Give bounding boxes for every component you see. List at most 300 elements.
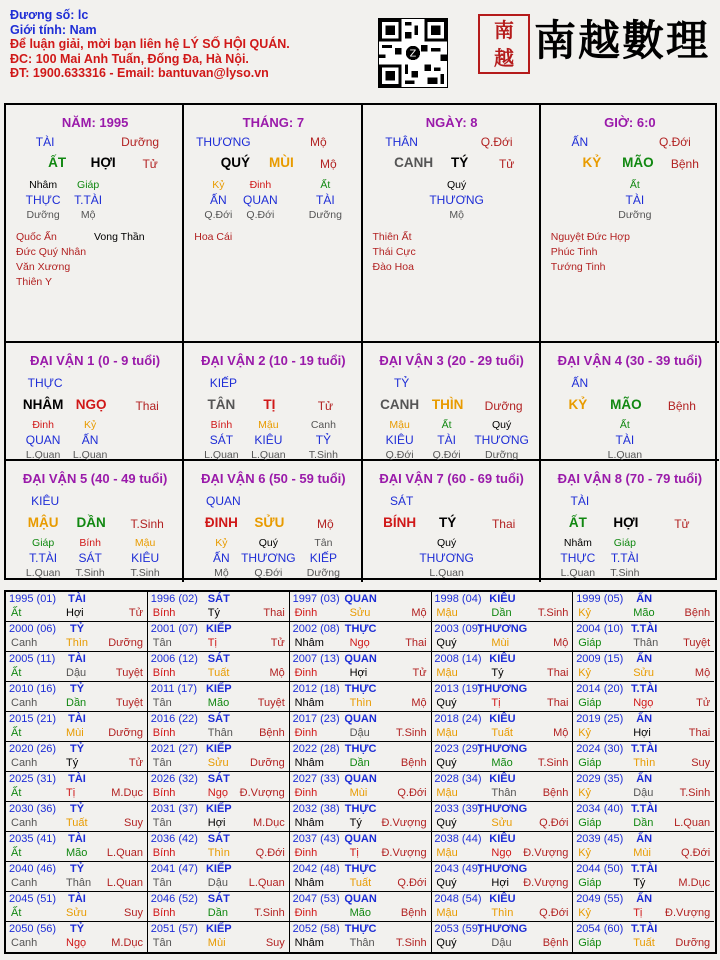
hidden-god: T.TÀI xyxy=(74,193,103,207)
year-god: TỶ xyxy=(69,623,85,635)
dai-van-title: ĐẠI VẬN 5 (40 - 49 tuổi) xyxy=(22,471,168,486)
ten-god: THÂN xyxy=(385,135,418,149)
year-god: THỰC xyxy=(344,683,377,695)
hidden-stem: Giáp xyxy=(77,179,100,191)
year-label: 2030 (36) xyxy=(9,803,57,815)
year-cell xyxy=(431,862,573,892)
year-stage: Đ.Vượng xyxy=(523,847,569,859)
ten-god: ẤN xyxy=(571,135,589,149)
ten-god: KIÊU xyxy=(31,494,60,508)
year-branch: Mão xyxy=(491,757,513,769)
heavenly-stem: CANH xyxy=(380,397,420,412)
year-stage: T.Sinh xyxy=(396,727,427,739)
year-god: TỶ xyxy=(69,923,85,935)
year-god: KIẾP xyxy=(205,683,232,695)
year-branch: Tuất xyxy=(491,727,513,739)
ten-god: TỶ xyxy=(393,376,410,390)
year-label: 2020 (26) xyxy=(9,743,57,755)
year-label: 2027 (33) xyxy=(292,773,340,785)
year-stage: Tử xyxy=(270,637,285,649)
year-branch: Sửu xyxy=(349,607,371,619)
year-cell xyxy=(290,712,432,742)
earthly-branch: HỢI xyxy=(90,155,116,170)
year-stage: Đ.Vượng xyxy=(665,907,711,919)
year-label: 2013 (19) xyxy=(434,683,482,695)
year-branch: Sửu xyxy=(66,907,87,919)
year-cell xyxy=(431,772,573,802)
hidden-life: Dưỡng xyxy=(308,209,342,221)
heavenly-stem: QUÝ xyxy=(220,155,251,170)
year-label: 2018 (24) xyxy=(434,713,482,725)
year-stem: Bính xyxy=(152,727,176,739)
year-label: 2053 (59) xyxy=(434,923,482,935)
dai-van-3 xyxy=(363,343,541,461)
dai-van-7 xyxy=(363,461,541,582)
year-cell xyxy=(6,742,148,772)
year-stem: Đinh xyxy=(294,787,318,799)
year-god: T.TÀI xyxy=(631,683,658,695)
year-stem: Đinh xyxy=(294,727,318,739)
hidden-god: TÀI xyxy=(615,433,635,447)
year-stage: Tử xyxy=(412,667,427,679)
year-branch: Mão xyxy=(633,607,655,619)
year-label: 2038 (44) xyxy=(434,833,482,845)
year-cell xyxy=(290,742,432,772)
branch-stage: Thai xyxy=(135,399,159,413)
year-cell xyxy=(6,652,148,682)
heavenly-stem: ĐINH xyxy=(204,515,238,530)
year-stage: L.Quan xyxy=(248,877,285,889)
year-stage: Thai xyxy=(405,637,427,649)
year-label: 2016 (22) xyxy=(150,713,198,725)
year-stage: Mộ xyxy=(269,667,285,679)
earthly-branch: SỬU xyxy=(254,515,285,530)
star-item: Tướng Tinh xyxy=(550,261,606,273)
earthly-branch: TÝ xyxy=(450,155,469,170)
year-god: KIÊU xyxy=(489,893,516,905)
year-stage: Q.Đới xyxy=(539,907,569,919)
year-cell xyxy=(573,622,714,652)
year-label: 2012 (18) xyxy=(292,683,340,695)
year-cell xyxy=(431,622,573,652)
year-stage: Thai xyxy=(546,697,569,709)
year-cell xyxy=(6,862,148,892)
year-branch: Hợi xyxy=(491,877,509,889)
year-stage: T.Sinh xyxy=(396,937,427,949)
year-stem: Giáp xyxy=(578,757,602,769)
year-stem: Quý xyxy=(436,937,457,949)
year-god: KIÊU xyxy=(489,713,516,725)
star-item: Phúc Tinh xyxy=(550,246,598,258)
year-label: 1997 (03) xyxy=(292,593,340,605)
year-label: 2040 (46) xyxy=(9,863,57,875)
year-stage: Tử xyxy=(128,757,143,769)
year-branch: Thân xyxy=(207,727,233,739)
hidden-stem: Canh xyxy=(310,419,336,431)
hidden-stem: Kỷ xyxy=(83,419,97,431)
year-branch: Thân xyxy=(491,787,517,799)
year-stage: Đ.Vượng xyxy=(239,787,285,799)
year-label: 2050 (56) xyxy=(9,923,57,935)
year-stem: Mậu xyxy=(436,727,458,739)
hidden-life: L.Quan xyxy=(25,449,61,461)
pillar-2 xyxy=(184,105,362,343)
year-cell xyxy=(573,682,714,712)
year-branch: Dần xyxy=(349,757,370,769)
year-stage: Dưỡng xyxy=(108,637,143,649)
ten-god: TÀI xyxy=(570,494,590,508)
year-stem: Đinh xyxy=(294,667,318,679)
contact-note: Để luận giải, mời bạn liên hệ LÝ SỐ HỘI QUÁN. xyxy=(10,37,290,51)
year-cell xyxy=(290,862,432,892)
year-cell xyxy=(148,802,290,832)
year-label: 2049 (55) xyxy=(576,893,624,905)
year-stem: Tân xyxy=(152,697,172,709)
branch-stage: Thai xyxy=(491,517,516,531)
hidden-god: KIÊU xyxy=(254,433,283,447)
hidden-god: KIẾP xyxy=(309,551,338,565)
year-cell xyxy=(148,862,290,892)
branch-stage: Tử xyxy=(674,517,690,531)
year-branch: Tị xyxy=(633,907,643,919)
star-item: Văn Xương xyxy=(16,261,71,273)
year-stem: Nhâm xyxy=(294,757,324,769)
year-cell xyxy=(6,682,148,712)
star-item: Thiên Y xyxy=(16,276,52,288)
year-god: TÀI xyxy=(68,773,86,785)
year-cell xyxy=(290,682,432,712)
hidden-life: L.Quan xyxy=(72,449,108,461)
year-stem: Canh xyxy=(11,817,38,829)
branch-stage: Mộ xyxy=(320,157,337,171)
year-branch: Ngọ xyxy=(491,847,512,859)
year-stage: Thai xyxy=(688,727,711,739)
year-branch: Dậu xyxy=(66,667,87,679)
hidden-stem: Ất xyxy=(441,419,452,431)
year-god: SÁT xyxy=(207,593,230,605)
year-god: KIẾP xyxy=(205,923,232,935)
year-cell xyxy=(573,742,714,772)
hidden-stem: Ất xyxy=(320,179,331,191)
year-stage: Mộ xyxy=(411,607,427,619)
year-god: TÀI xyxy=(68,893,86,905)
year-stage: M.Dục xyxy=(678,877,711,889)
year-branch: Tuất xyxy=(633,937,655,949)
hidden-god: THƯƠNG xyxy=(474,433,529,447)
hidden-stem: Đinh xyxy=(32,419,54,431)
year-god: KIẾP xyxy=(205,803,232,815)
year-stem: Ất xyxy=(11,907,22,919)
year-label: 2044 (50) xyxy=(576,863,624,875)
year-branch: Tý xyxy=(633,877,646,889)
year-cell xyxy=(431,802,573,832)
year-branch: Mùi xyxy=(633,847,651,859)
year-label: 2022 (28) xyxy=(292,743,340,755)
year-god: SÁT xyxy=(207,773,230,785)
year-cell xyxy=(6,592,148,622)
year-stem: Đinh xyxy=(294,847,318,859)
year-branch: Hợi xyxy=(633,727,651,739)
year-stage: Thai xyxy=(263,607,285,619)
year-god: THƯƠNG xyxy=(477,743,528,755)
year-cell xyxy=(148,682,290,712)
year-label: 2037 (43) xyxy=(292,833,340,845)
year-branch: Dậu xyxy=(491,937,512,949)
ten-god: TÀI xyxy=(35,135,55,149)
year-stage: Bệnh xyxy=(400,757,427,769)
star-item: Quốc Ấn xyxy=(16,231,57,243)
year-stage: Bệnh xyxy=(259,727,285,739)
year-label: 2054 (60) xyxy=(576,923,624,935)
year-branch: Thân xyxy=(633,637,659,649)
year-branch: Tuất xyxy=(66,817,88,829)
year-label: 2007 (13) xyxy=(292,653,340,665)
pillar-4 xyxy=(541,105,719,343)
year-branch: Mùi xyxy=(491,637,510,649)
hidden-life: L.Quan xyxy=(251,449,286,461)
year-stem: Mậu xyxy=(436,607,458,619)
year-branch: Tị xyxy=(349,847,359,859)
year-god: KIÊU xyxy=(489,833,516,845)
year-stem: Ất xyxy=(11,847,22,859)
ten-god: THỰC xyxy=(27,376,63,390)
ten-god: SÁT xyxy=(389,494,414,508)
year-cell xyxy=(573,862,714,892)
year-cell xyxy=(6,832,148,862)
dai-van-title: ĐẠI VẬN 4 (30 - 39 tuổi) xyxy=(557,353,703,368)
year-god: SÁT xyxy=(207,893,230,905)
year-label: 2017 (23) xyxy=(292,713,340,725)
year-stem: Quý xyxy=(436,817,457,829)
year-branch: Dậu xyxy=(633,787,654,799)
hidden-life: Mộ xyxy=(80,209,96,221)
year-branch: Mão xyxy=(66,847,88,859)
hidden-life: Mộ xyxy=(214,567,229,579)
dai-van-title: ĐẠI VẬN 2 (10 - 19 tuổi) xyxy=(201,353,346,368)
year-cell xyxy=(148,652,290,682)
hidden-god: THƯƠNG xyxy=(241,551,296,565)
hidden-stem: Bính xyxy=(79,537,101,549)
year-stem: Tân xyxy=(152,637,172,649)
year-stem: Kỷ xyxy=(578,607,592,619)
year-stage: Suy xyxy=(691,757,711,769)
year-stage: Bệnh xyxy=(400,907,427,919)
year-stage: Mộ xyxy=(411,697,427,709)
year-branch: Mùi xyxy=(66,727,84,739)
year-god: KIẾP xyxy=(205,623,232,635)
year-stage: Suy xyxy=(265,937,285,949)
year-label: 2051 (57) xyxy=(150,923,198,935)
year-stage: Bệnh xyxy=(542,937,569,949)
hidden-god: QUAN xyxy=(243,193,278,207)
hidden-god: ẤN xyxy=(213,551,230,565)
year-branch: Ngọ xyxy=(66,937,87,949)
branch-stage: Tử xyxy=(142,157,158,171)
hidden-life: Q.Đới xyxy=(204,209,233,221)
year-god: ẤN xyxy=(636,713,653,725)
heavenly-stem: KỶ xyxy=(582,155,602,170)
year-label: 2036 (42) xyxy=(150,833,198,845)
year-branch: Dần xyxy=(491,607,512,619)
year-cell xyxy=(6,772,148,802)
year-stem: Ất xyxy=(11,787,22,799)
year-label: 2005 (11) xyxy=(9,653,56,665)
pillar-3 xyxy=(363,105,541,343)
year-stage: Q.Đới xyxy=(680,847,711,859)
year-stage: M.Dục xyxy=(111,937,143,949)
year-label: 2032 (38) xyxy=(292,803,340,815)
star-item: Thái Cực xyxy=(372,246,416,258)
dai-van-5 xyxy=(6,461,184,582)
year-god: THỰC xyxy=(344,623,377,635)
star-item: Đức Quý Nhân xyxy=(16,246,87,258)
year-label: 2046 (52) xyxy=(150,893,198,905)
hidden-stem: Mậu xyxy=(134,537,156,549)
year-god: KIẾP xyxy=(205,743,232,755)
dai-van-title: ĐẠI VẬN 3 (20 - 29 tuổi) xyxy=(379,353,524,368)
year-god: QUAN xyxy=(344,713,377,725)
year-branch: Tị xyxy=(66,787,76,799)
year-branch: Tị xyxy=(491,697,501,709)
hidden-stem: Quý xyxy=(258,537,279,549)
hidden-life: L.Quan xyxy=(607,449,643,461)
dai-van-6 xyxy=(184,461,362,582)
hidden-stem: Giáp xyxy=(613,537,636,549)
year-stage: Đ.Vượng xyxy=(523,877,569,889)
hidden-life: L.Quan xyxy=(560,567,596,579)
year-branch: Dần xyxy=(66,697,87,709)
heavenly-stem: BÍNH xyxy=(383,515,417,530)
year-branch: Thìn xyxy=(633,757,656,769)
year-stem: Đinh xyxy=(294,907,318,919)
year-stem: Tân xyxy=(152,877,172,889)
year-god: KIẾP xyxy=(205,863,232,875)
year-stem: Ất xyxy=(11,667,22,679)
year-god: KIÊU xyxy=(489,773,516,785)
year-stage: Tử xyxy=(128,607,143,619)
year-branch: Thìn xyxy=(207,847,230,859)
year-label: 2048 (54) xyxy=(434,893,482,905)
year-god: SÁT xyxy=(207,653,230,665)
year-stem: Bính xyxy=(152,607,176,619)
year-god: TÀI xyxy=(68,833,86,845)
year-stem: Kỷ xyxy=(578,727,592,739)
year-label: 2003 (09) xyxy=(434,623,482,635)
year-god: TÀI xyxy=(68,713,86,725)
year-cell xyxy=(290,622,432,652)
year-stem: Tân xyxy=(152,817,172,829)
year-stage: T.Sinh xyxy=(537,607,569,619)
year-stem: Quý xyxy=(436,757,457,769)
hidden-life: T.Sinh xyxy=(75,567,105,579)
chart-grid xyxy=(4,103,717,580)
year-god: ẤN xyxy=(636,593,653,605)
year-branch: Mão xyxy=(349,907,371,919)
year-branch: Sửu xyxy=(491,817,513,829)
year-label: 2015 (21) xyxy=(9,713,57,725)
year-god: TÀI xyxy=(68,653,86,665)
hidden-life: Dưỡng xyxy=(26,209,60,221)
year-stage: Suy xyxy=(124,907,143,919)
hidden-life: Mộ xyxy=(449,209,464,221)
hidden-god: THỰC xyxy=(25,193,61,207)
year-stem: Nhâm xyxy=(294,877,324,889)
gender: Giới tính: Nam xyxy=(10,22,97,37)
year-stage: Suy xyxy=(124,817,143,829)
year-branch: Dậu xyxy=(349,727,370,739)
year-god: TỶ xyxy=(69,743,85,755)
year-stage: Bệnh xyxy=(684,607,711,619)
earthly-branch: TÝ xyxy=(438,515,457,530)
year-stage: T.Sinh xyxy=(254,907,285,919)
year-stem: Quý xyxy=(436,697,457,709)
earthly-branch: DẦN xyxy=(76,515,106,530)
year-stage: L.Quan xyxy=(106,877,143,889)
year-label: 2014 (20) xyxy=(576,683,624,695)
year-label: 1999 (05) xyxy=(576,593,624,605)
year-cell xyxy=(148,622,290,652)
hidden-god: T.TÀI xyxy=(29,551,58,565)
hidden-stem: Nhâm xyxy=(29,179,58,191)
year-stem: Giáp xyxy=(578,817,602,829)
year-cell xyxy=(290,772,432,802)
year-cell xyxy=(431,892,573,922)
year-god: ẤN xyxy=(636,773,653,785)
hidden-god: ẤN xyxy=(81,433,99,447)
year-stage: Đ.Vượng xyxy=(381,817,427,829)
qr-code-icon[interactable] xyxy=(378,18,448,88)
year-god: THƯƠNG xyxy=(477,623,528,635)
year-branch: Hợi xyxy=(349,667,368,679)
year-stage: Q.Đới xyxy=(539,817,569,829)
year-cell xyxy=(573,922,714,952)
hidden-god: THỰC xyxy=(560,551,596,565)
year-god: T.TÀI xyxy=(631,803,658,815)
year-label: 2042 (48) xyxy=(292,863,340,875)
year-god: T.TÀI xyxy=(631,623,658,635)
year-label: 2000 (06) xyxy=(9,623,57,635)
year-cell xyxy=(148,742,290,772)
heavenly-stem: CANH xyxy=(394,155,434,170)
earthly-branch: MÙI xyxy=(269,155,294,170)
year-stage: Q.Đới xyxy=(255,847,285,859)
year-cell xyxy=(6,712,148,742)
dai-van-8 xyxy=(541,461,719,582)
branch-stage: Bệnh xyxy=(670,157,699,171)
hidden-stem: Nhâm xyxy=(563,537,592,549)
year-stage: Mộ xyxy=(553,727,569,739)
year-branch: Tý xyxy=(207,607,221,619)
hidden-stem: Giáp xyxy=(32,537,55,549)
year-label: 2029 (35) xyxy=(576,773,624,785)
year-branch: Thìn xyxy=(491,907,514,919)
year-god: THỰC xyxy=(344,743,377,755)
year-stage: L.Quan xyxy=(674,817,711,829)
hidden-stem: Kỷ xyxy=(215,537,228,549)
year-cell xyxy=(431,712,573,742)
year-stage: Q.Đới xyxy=(397,877,427,889)
hidden-life: Dưỡng xyxy=(485,449,519,461)
year-branch: Thìn xyxy=(349,697,372,709)
hidden-stem: Quý xyxy=(436,537,457,549)
year-label: 2047 (53) xyxy=(292,893,340,905)
year-stem: Mậu xyxy=(436,907,458,919)
life-stage: Q.Đới xyxy=(658,135,691,149)
year-cell xyxy=(148,592,290,622)
year-stem: Giáp xyxy=(578,877,602,889)
year-label: 2006 (12) xyxy=(150,653,198,665)
year-cell xyxy=(573,592,714,622)
